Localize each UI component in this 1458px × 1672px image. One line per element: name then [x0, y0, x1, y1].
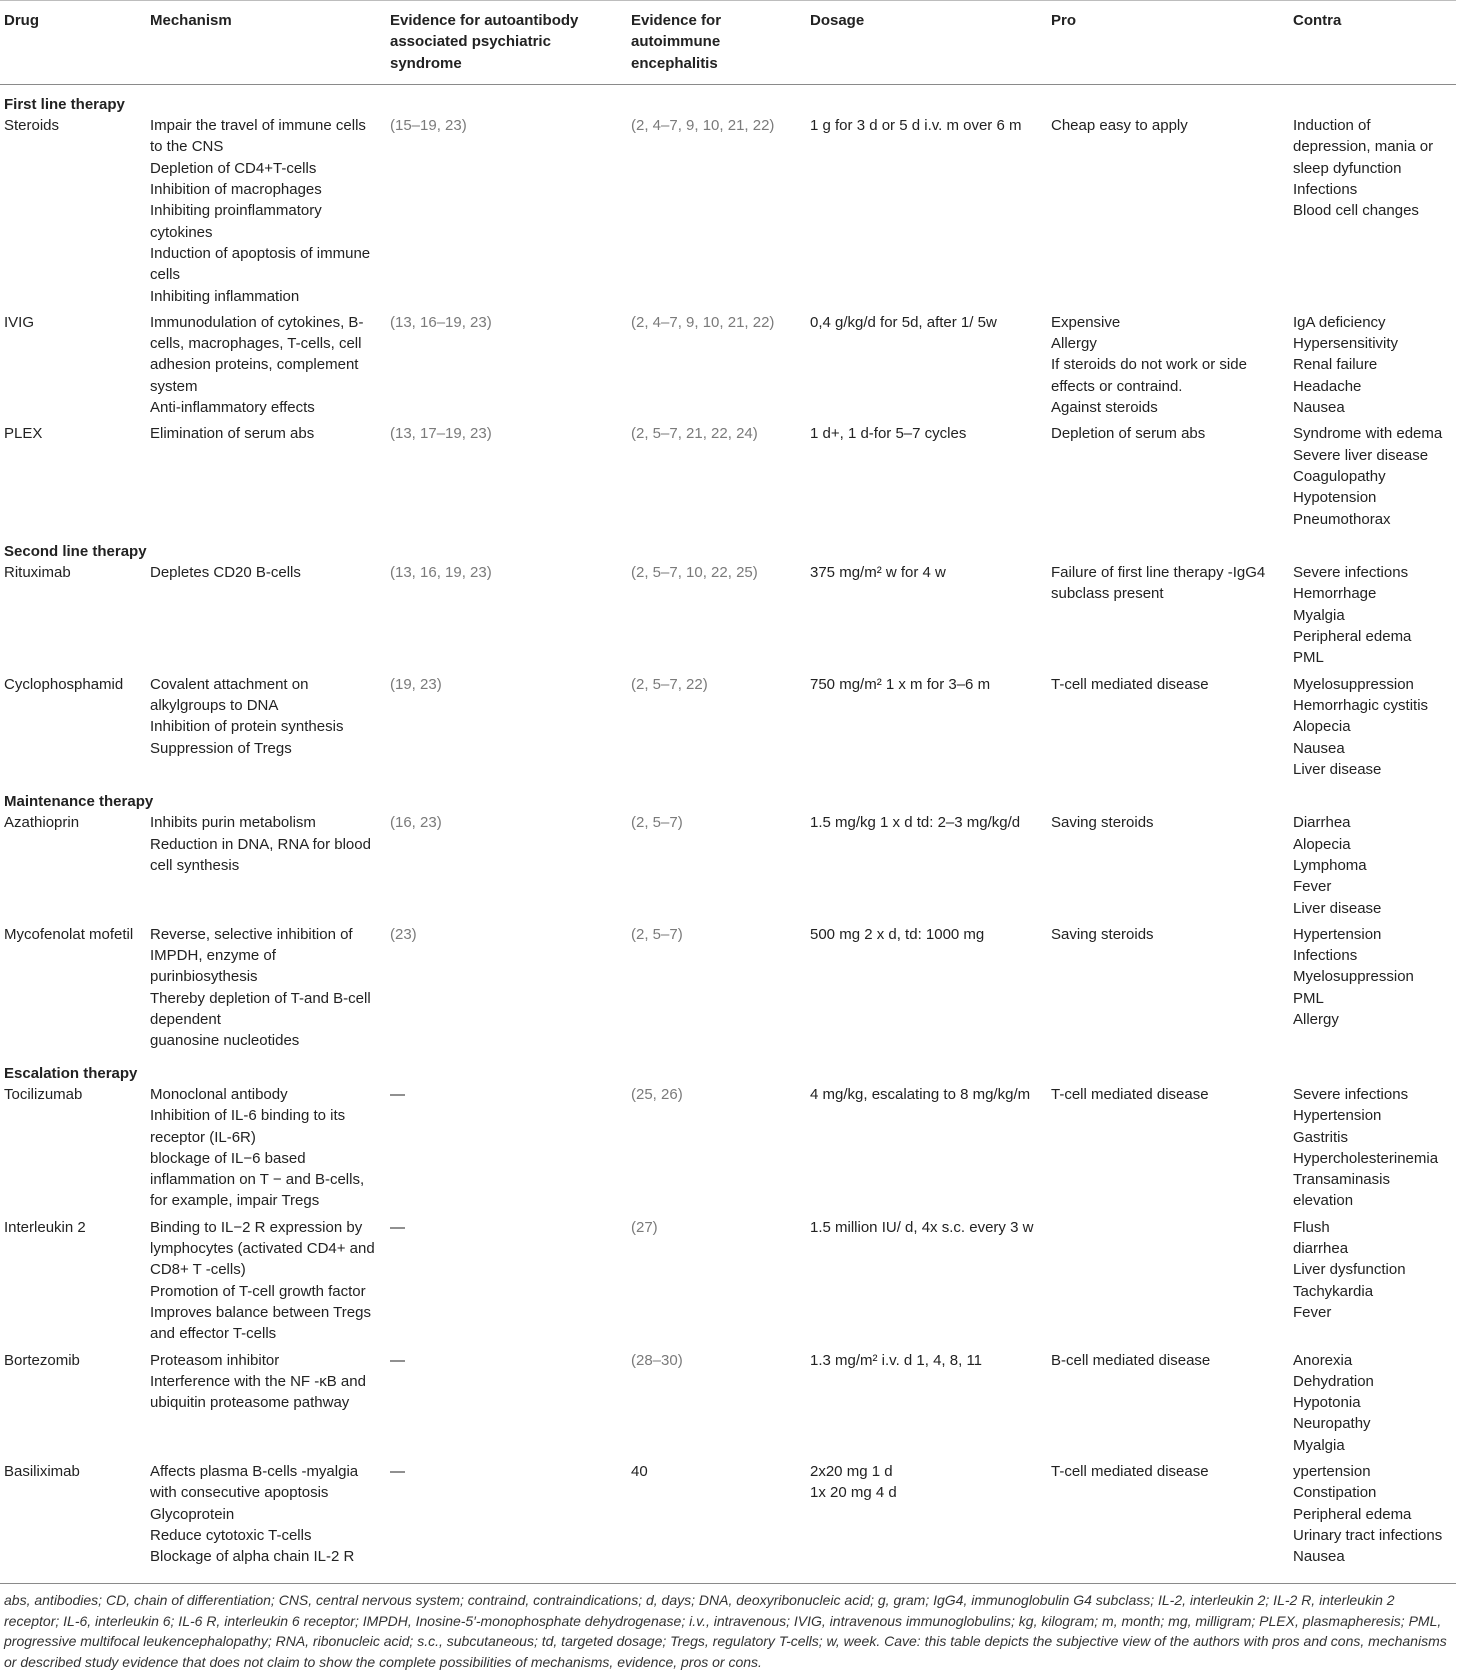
pro-line: Saving steroids: [1051, 925, 1154, 943]
evidence-psychiatric-cell: (13, 16, 19, 23): [390, 564, 492, 582]
pro-line: T-cell mediated disease: [1051, 1085, 1209, 1103]
contra-line: Hypertension: [1293, 1107, 1382, 1125]
drug-cell: Steroids: [4, 117, 60, 135]
evidence-encephalitis-cell: (2, 5–7): [631, 925, 683, 943]
mechanism-cell: [146, 562, 386, 673]
contra-line: Fever: [1293, 878, 1332, 896]
section-row: [0, 84, 1456, 115]
dosage-line: 1.3 mg/m² i.v. d 1, 4, 8, 11: [810, 1351, 983, 1369]
pro-cell: [1047, 562, 1289, 673]
table-row: [0, 562, 1456, 673]
mechanism-line: Inhibiting proinflammatory cytokines: [150, 202, 322, 241]
section-row: [0, 785, 1456, 812]
evidence-psychiatric-cell: —: [390, 1085, 405, 1103]
table-body: [0, 84, 1456, 1572]
contra-cell: [1289, 312, 1456, 423]
evidence-psychiatric-cell: —: [390, 1218, 405, 1236]
mechanism-cell: [146, 924, 386, 1057]
contra-line: Severe infections: [1293, 564, 1409, 582]
contra-line: Myalgia: [1293, 1436, 1345, 1454]
contra-cell: [1289, 562, 1456, 673]
contra-line: Liver disease: [1293, 760, 1382, 778]
dosage-line: 500 mg 2 x d, td: 1000 mg: [810, 925, 985, 943]
pro-line: B-cell mediated disease: [1051, 1351, 1211, 1369]
mechanism-line: Immunodulation of cytokines, B-cells, macrophages, T-cells, cell adhesion proteins, complement system: [150, 313, 364, 395]
dosage-line: 1 d+, 1 d-for 5–7 cycles: [810, 425, 967, 443]
contra-line: Coagulopathy: [1293, 467, 1386, 485]
dosage-line: 375 mg/m² w for 4 w: [810, 564, 946, 582]
pro-line: Against steroids: [1051, 399, 1158, 417]
dosage-cell: [806, 674, 1047, 785]
header-dosage: Dosage: [806, 1, 1047, 85]
contra-cell: [1289, 1461, 1456, 1572]
contra-line: Pneumothorax: [1293, 510, 1391, 528]
evidence-encephalitis-cell: (2, 5–7, 22): [631, 675, 708, 693]
drug-cell: Tocilizumab: [4, 1085, 83, 1103]
contra-line: IgA deficiency: [1293, 313, 1386, 331]
drug-cell: Bortezomib: [4, 1351, 80, 1369]
mechanism-line: guanosine nucleotides: [150, 1032, 300, 1050]
mechanism-line: Reduce cytotoxic T-cells: [150, 1526, 312, 1544]
dosage-cell: [806, 1084, 1047, 1217]
table-footnote: abs, antibodies; CD, chain of differentiation; CNS, central nervous system; contraind, contraindications; d, days; DNA, deoxyribonucleic acid; g, gram; IgG4, immunoglobulin G4 subclass; IL-2, interleukin 2; IL-2 R, interleukin 2 receptor; IL-6, interleukin 6; IL-6 R, interleukin 6 receptor; IMPDH, Inosine-5′-monophosphate dehydrogenase; i.v., intravenous; IVIG, intravenous immunoglobulins; kg, kilogram; m, month; mg, milligram; PLEX, plasmapheresis; PML, progressive multifocal leukencephalopathy; RNA, ribonucleic acid; s.c., subcutaneous; td, targeted dosage; Tregs, regulatory T-cells; w, week. Cave: this table depicts the subjective view of the authors with pros and cons, mechanisms or described study evidence that does not claim to show the complete possibilities of mechanisms, evidence, pros or cons.: [0, 1583, 1456, 1672]
mechanism-line: Interference with the NF -κB and ubiquitin proteasome pathway: [150, 1372, 366, 1412]
contra-line: Diarrhea: [1293, 814, 1351, 832]
contra-line: Neuropathy: [1293, 1415, 1371, 1433]
mechanism-line: Proteasom inhibitor: [150, 1351, 280, 1369]
section-title: Second line therapy: [4, 542, 147, 560]
mechanism-line: Monoclonal antibody: [150, 1085, 288, 1103]
pro-cell: [1047, 1350, 1289, 1461]
dosage-line: 0,4 g/kg/d for 5d, after 1/ 5w: [810, 313, 997, 331]
contra-line: Flush: [1293, 1218, 1330, 1236]
mechanism-line: Inhibiting inflammation: [150, 287, 300, 305]
evidence-psychiatric-cell: —: [390, 1463, 405, 1480]
contra-line: Urinary tract infections: [1293, 1526, 1443, 1544]
contra-cell: [1289, 1217, 1456, 1350]
contra-line: Allergy: [1293, 1011, 1339, 1029]
mechanism-line: Suppression of Tregs: [150, 739, 292, 757]
mechanism-cell: [146, 1217, 386, 1350]
drug-cell: Interleukin 2: [4, 1218, 86, 1236]
dosage-line: 1 g for 3 d or 5 d i.v. m over 6 m: [810, 117, 1022, 135]
drug-cell: Basiliximab: [4, 1463, 80, 1480]
evidence-psychiatric-cell: (13, 16–19, 23): [390, 313, 492, 331]
contra-line: Infections: [1293, 947, 1358, 965]
drug-cell: Cyclophosphamid: [4, 675, 124, 693]
mechanism-line: Impair the travel of immune cells to the CNS: [150, 117, 366, 156]
dosage-line: 2x20 mg 1 d: [810, 1463, 893, 1480]
mechanism-line: Promotion of T-cell growth factor: [150, 1282, 366, 1300]
contra-line: Severe liver disease: [1293, 446, 1429, 464]
section-title: Maintenance therapy: [4, 793, 154, 811]
mechanism-cell: [146, 312, 386, 423]
section-title: Escalation therapy: [4, 1064, 138, 1082]
evidence-psychiatric-cell: —: [390, 1351, 405, 1369]
mechanism-line: blockage of IL−6 based inflammation on T − and B-cells, for example, impair Tregs: [150, 1149, 365, 1210]
contra-line: Nausea: [1293, 1548, 1345, 1566]
pro-cell: [1047, 674, 1289, 785]
mechanism-line: Depletes CD20 B-cells: [150, 564, 301, 582]
dosage-cell: [806, 1461, 1047, 1572]
contra-line: Transaminasis elevation: [1293, 1171, 1390, 1210]
evidence-psychiatric-cell: (13, 17–19, 23): [390, 425, 492, 443]
pro-line: If steroids do not work or side effects or contraind.: [1051, 356, 1247, 395]
pro-cell: [1047, 1084, 1289, 1217]
pro-cell: [1047, 1217, 1289, 1350]
contra-line: Dehydration: [1293, 1372, 1374, 1390]
contra-line: Hypertension: [1293, 925, 1382, 943]
evidence-psychiatric-cell: (19, 23): [390, 675, 442, 693]
contra-line: Peripheral edema: [1293, 628, 1412, 646]
contra-line: Induction of depression, mania or sleep dyfunction: [1293, 117, 1434, 177]
contra-line: Hemorrhage: [1293, 585, 1377, 603]
contra-line: Severe infections: [1293, 1085, 1409, 1103]
mechanism-cell: [146, 1084, 386, 1217]
contra-line: Alopecia: [1293, 718, 1351, 736]
contra-line: Peripheral edema: [1293, 1505, 1412, 1523]
mechanism-line: Induction of apoptosis of immune cells: [150, 244, 371, 284]
mechanism-line: Inhibition of IL-6 binding to its receptor (IL-6R): [150, 1107, 346, 1146]
contra-line: Infections: [1293, 181, 1358, 199]
dosage-cell: [806, 1350, 1047, 1461]
dosage-line: 1.5 mg/kg 1 x d td: 2–3 mg/kg/d: [810, 814, 1021, 832]
evidence-psychiatric-cell: (15–19, 23): [390, 117, 467, 135]
header-pro: Pro: [1047, 1, 1289, 85]
mechanism-line: Blockage of alpha chain IL-2 R: [150, 1548, 355, 1566]
contra-cell: [1289, 674, 1456, 785]
table-row: [0, 115, 1456, 312]
dosage-cell: [806, 812, 1047, 923]
contra-line: Syndrome with edema: [1293, 425, 1443, 443]
mechanism-line: Inhibition of protein synthesis: [150, 718, 344, 736]
dosage-line: 750 mg/m² 1 x m for 3–6 m: [810, 675, 991, 693]
contra-line: Nausea: [1293, 399, 1345, 417]
header-evidence-psychiatric: Evidence for autoantibody associated psychiatric syndrome: [386, 1, 627, 85]
pro-line: Depletion of serum abs: [1051, 425, 1206, 443]
mechanism-line: Thereby depletion of T-and B-cell dependent: [150, 989, 371, 1029]
mechanism-line: Reduction in DNA, RNA for blood cell synthesis: [150, 835, 371, 874]
dosage-cell: [806, 1217, 1047, 1350]
pro-line: T-cell mediated disease: [1051, 675, 1209, 693]
contra-line: Headache: [1293, 377, 1362, 395]
table-row: [0, 1217, 1456, 1350]
contra-line: Fever: [1293, 1303, 1332, 1321]
mechanism-line: Elimination of serum abs: [150, 425, 315, 443]
contra-line: Anorexia: [1293, 1351, 1353, 1369]
contra-line: ypertension: [1293, 1463, 1371, 1480]
evidence-encephalitis-cell: (25, 26): [631, 1085, 683, 1103]
contra-cell: [1289, 1084, 1456, 1217]
contra-line: PML: [1293, 989, 1324, 1007]
table-row: [0, 674, 1456, 785]
mechanism-cell: [146, 674, 386, 785]
contra-line: Liver dysfunction: [1293, 1261, 1406, 1279]
mechanism-line: Depletion of CD4+T-cells: [150, 159, 317, 177]
dosage-cell: [806, 115, 1047, 312]
drug-cell: IVIG: [4, 313, 35, 331]
contra-line: PML: [1293, 649, 1324, 667]
contra-line: Liver disease: [1293, 899, 1382, 917]
mechanism-line: Inhibition of macrophages: [150, 181, 322, 199]
dosage-cell: [806, 924, 1047, 1057]
pro-cell: [1047, 1461, 1289, 1572]
mechanism-line: Anti-inflammatory effects: [150, 399, 315, 417]
evidence-psychiatric-cell: (16, 23): [390, 814, 442, 832]
header-evidence-encephalitis: Evidence for autoimmune encephalitis: [627, 1, 806, 85]
section-row: [0, 1057, 1456, 1084]
pro-line: Expensive: [1051, 313, 1121, 331]
pro-line: Failure of first line therapy -IgG4 subclass present: [1051, 564, 1266, 603]
evidence-encephalitis-cell: (2, 5–7, 21, 22, 24): [631, 425, 758, 443]
header-mechanism: Mechanism: [146, 1, 386, 85]
dosage-cell: [806, 423, 1047, 534]
contra-line: Myelosuppression: [1293, 675, 1414, 693]
dosage-line: 1x 20 mg 4 d: [810, 1484, 897, 1502]
contra-line: Renal failure: [1293, 356, 1378, 374]
evidence-encephalitis-cell: (28–30): [631, 1351, 683, 1369]
table-row: [0, 1350, 1456, 1461]
contra-cell: [1289, 924, 1456, 1057]
contra-line: Myelosuppression: [1293, 968, 1414, 986]
mechanism-cell: [146, 115, 386, 312]
pro-cell: [1047, 812, 1289, 923]
dosage-line: 1.5 million IU/ d, 4x s.c. every 3 w: [810, 1218, 1034, 1236]
dosage-line: 4 mg/kg, escalating to 8 mg/kg/m: [810, 1085, 1031, 1103]
pro-line: Cheap easy to apply: [1051, 117, 1188, 135]
contra-line: Myalgia: [1293, 606, 1345, 624]
contra-line: Alopecia: [1293, 835, 1351, 853]
pro-line: T-cell mediated disease: [1051, 1463, 1209, 1480]
mechanism-line: Improves balance between Tregs and effector T-cells: [150, 1303, 371, 1343]
mechanism-line: Glycoprotein: [150, 1505, 235, 1523]
evidence-encephalitis-cell: (2, 5–7): [631, 814, 683, 832]
contra-line: Hypersensitivity: [1293, 335, 1399, 353]
section-row: [0, 535, 1456, 562]
contra-line: Hemorrhagic cystitis: [1293, 696, 1429, 714]
table-row: [0, 312, 1456, 423]
contra-line: Gastritis: [1293, 1128, 1349, 1146]
dosage-cell: [806, 562, 1047, 673]
pro-cell: [1047, 423, 1289, 534]
drug-cell: Azathioprin: [4, 814, 80, 832]
pro-line: Saving steroids: [1051, 814, 1154, 832]
pro-cell: [1047, 924, 1289, 1057]
mechanism-line: Affects plasma B-cells -myalgia with consecutive apoptosis: [150, 1463, 359, 1502]
contra-line: Nausea: [1293, 739, 1345, 757]
contra-line: Tachykardia: [1293, 1282, 1374, 1300]
table-row: [0, 1461, 1456, 1572]
contra-line: Lymphoma: [1293, 856, 1367, 874]
evidence-encephalitis-cell: (2, 4–7, 9, 10, 21, 22): [631, 313, 775, 331]
table-row: [0, 812, 1456, 923]
header-row: [0, 1, 1456, 85]
drug-cell: Mycofenolat mofetil: [4, 925, 134, 943]
evidence-encephalitis-cell: (2, 4–7, 9, 10, 21, 22): [631, 117, 775, 135]
evidence-encephalitis-cell: (27): [631, 1218, 658, 1236]
mechanism-line: Inhibits purin metabolism: [150, 814, 316, 832]
mechanism-line: Binding to IL−2 R expression by lymphocytes (activated CD4+ and CD8+ T -cells): [150, 1218, 375, 1279]
mechanism-line: Reverse, selective inhibition of IMPDH, enzyme of purinbiosythesis: [150, 925, 353, 986]
drug-cell: PLEX: [4, 425, 43, 443]
mechanism-cell: [146, 423, 386, 534]
pro-line: Allergy: [1051, 335, 1097, 353]
table-row: [0, 924, 1456, 1057]
contra-line: diarrhea: [1293, 1240, 1349, 1258]
table-row: [0, 423, 1456, 534]
contra-cell: [1289, 423, 1456, 534]
drug-cell: Rituximab: [4, 564, 71, 582]
contra-line: Hypercholesterinemia: [1293, 1149, 1439, 1167]
pro-cell: [1047, 312, 1289, 423]
contra-line: Blood cell changes: [1293, 202, 1419, 220]
table-row: [0, 1084, 1456, 1217]
section-title: First line therapy: [4, 95, 125, 113]
evidence-psychiatric-cell: (23): [390, 925, 417, 943]
mechanism-line: Covalent attachment on alkylgroups to DNA: [150, 675, 309, 714]
contra-line: Hypotonia: [1293, 1394, 1361, 1412]
contra-cell: [1289, 1350, 1456, 1461]
evidence-encephalitis-cell: (2, 5–7, 10, 22, 25): [631, 564, 758, 582]
contra-line: Hypotension: [1293, 489, 1377, 507]
mechanism-cell: [146, 1350, 386, 1461]
header-drug: Drug: [0, 1, 146, 85]
contra-cell: [1289, 812, 1456, 923]
header-contra: Contra: [1289, 1, 1456, 85]
mechanism-cell: [146, 812, 386, 923]
mechanism-cell: [146, 1461, 386, 1572]
pro-cell: [1047, 115, 1289, 312]
contra-cell: [1289, 115, 1456, 312]
dosage-cell: [806, 312, 1047, 423]
contra-line: Constipation: [1293, 1484, 1377, 1502]
evidence-encephalitis-cell: 40: [631, 1463, 648, 1480]
